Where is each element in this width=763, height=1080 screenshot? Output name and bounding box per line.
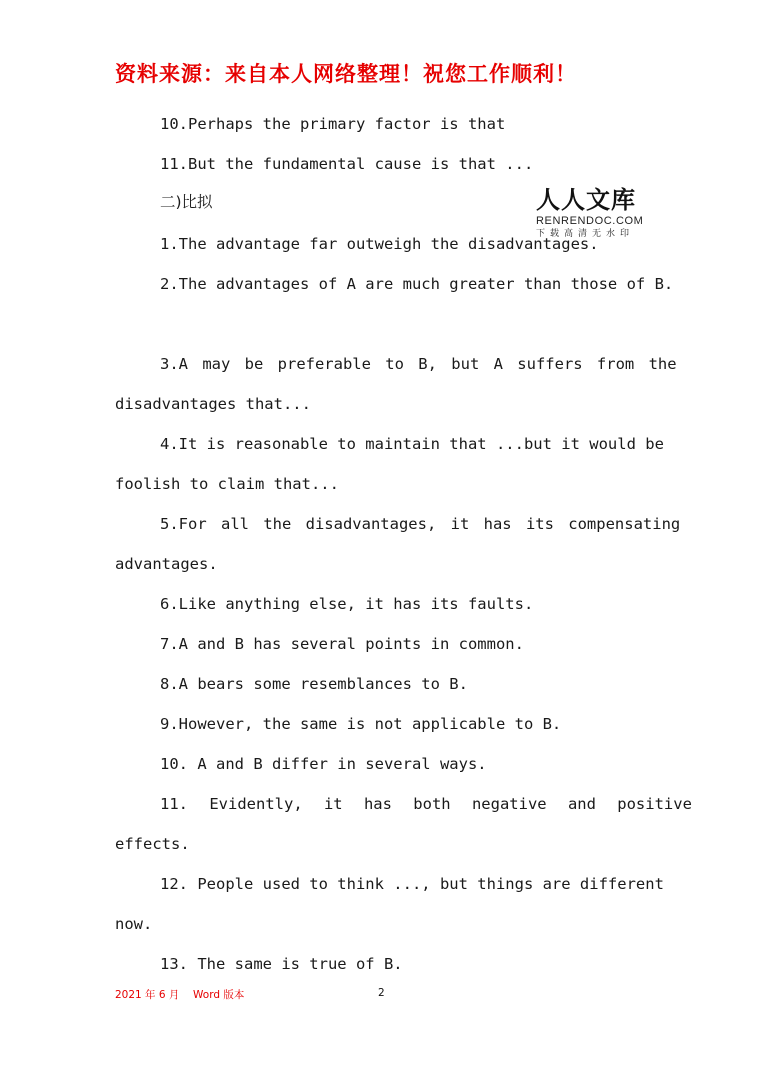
text-line: effects. (115, 835, 190, 853)
text-line: 10.Perhaps the primary factor is that (160, 115, 506, 133)
text-line: 11. Evidently, it has both negative and positive (160, 795, 692, 813)
text-line: advantages. (115, 555, 218, 573)
section-heading: 二)比拟 (160, 193, 213, 211)
watermark-title: 人人文库 (536, 185, 636, 214)
footer-date: 2021 年 6 月 (115, 989, 180, 1001)
text-line: 9.However, the same is not applicable to B. (160, 715, 562, 733)
watermark-subtitle: 下载高清无水印 (536, 229, 635, 239)
watermark-url: RENRENDOC.COM (536, 215, 644, 227)
text-line: 11.But the fundamental cause is that ... (160, 155, 534, 173)
text-line: now. (115, 915, 153, 933)
source-banner: 资料来源：来自本人网络整理！祝您工作顺利！ (115, 62, 577, 86)
page-number: 2 (378, 987, 385, 999)
text-line: 3.A may be preferable to B, but A suffers from the (160, 355, 677, 373)
text-line: 5.For all the disadvantages, it has its compensating (160, 515, 681, 533)
text-line: 4.It is reasonable to maintain that ...but it would be (160, 435, 664, 453)
text-line: foolish to claim that... (115, 475, 339, 493)
watermark-logo (536, 186, 646, 240)
text-line: 1.The advantage far outweigh the disadvantages. (160, 235, 599, 253)
text-line: 2.The advantages of A are much greater than those of B. (160, 275, 674, 293)
text-line: 10. A and B differ in several ways. (160, 755, 487, 773)
text-line: 12. People used to think ..., but things are different (160, 875, 664, 893)
text-line: 8.A bears some resemblances to B. (160, 675, 468, 693)
text-line: 6.Like anything else, it has its faults. (160, 595, 534, 613)
text-line: 13. The same is true of B. (160, 955, 403, 973)
text-line: disadvantages that... (115, 395, 311, 413)
text-line: 7.A and B has several points in common. (160, 635, 524, 653)
footer-version: Word 版本 (193, 989, 245, 1001)
